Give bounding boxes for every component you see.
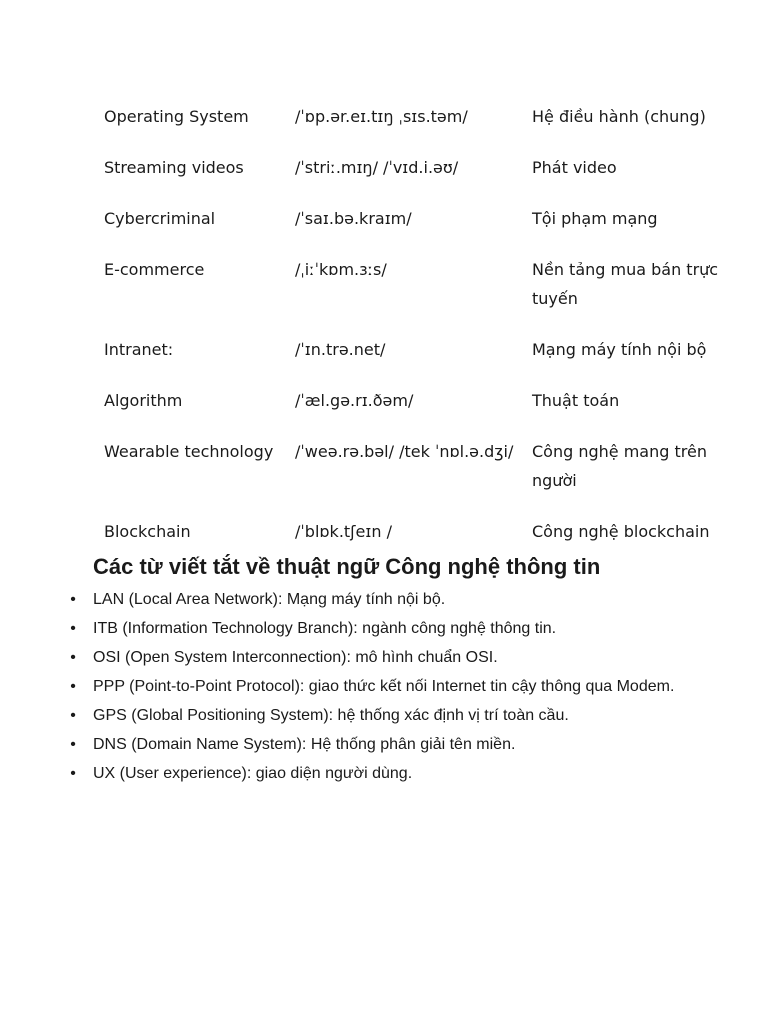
pronunciation: /ˈblɒk.tʃeɪn / bbox=[295, 522, 392, 541]
vocab-row bbox=[104, 517, 744, 546]
term: Intranet: bbox=[104, 340, 174, 359]
vocab-row bbox=[104, 153, 744, 182]
bullet-icon: • bbox=[70, 765, 76, 782]
list-item bbox=[70, 585, 693, 614]
term: Cybercriminal bbox=[104, 209, 216, 228]
abbreviation-list bbox=[70, 585, 693, 788]
term: Streaming videos bbox=[104, 158, 244, 177]
term: Wearable technology bbox=[104, 442, 274, 461]
abbreviation-text: GPS (Global Positioning System): hệ thống xác định vị trí toàn cầu. bbox=[93, 707, 569, 724]
meaning: Tội phạm mạng bbox=[532, 209, 658, 228]
abbreviation-text: UX (User experience): giao diện người dùng. bbox=[93, 765, 413, 782]
list-item bbox=[70, 759, 693, 788]
pronunciation: /ˌiːˈkɒm.ɜːs/ bbox=[295, 260, 387, 279]
term: Operating System bbox=[104, 107, 249, 126]
meaning: Hệ điều hành (chung) bbox=[532, 107, 706, 126]
abbreviation-text: LAN (Local Area Network): Mạng máy tính nội bộ. bbox=[93, 591, 446, 608]
vocab-row bbox=[104, 255, 744, 313]
abbreviation-text: PPP (Point-to-Point Protocol): giao thức kết nối Internet tin cậy thông qua Modem. bbox=[93, 678, 675, 695]
meaning: Nền tảng mua bán trực tuyến bbox=[532, 260, 719, 308]
list-item bbox=[70, 730, 693, 759]
list-item bbox=[70, 701, 693, 730]
list-item bbox=[70, 643, 693, 672]
pronunciation: /ˈstriː.mɪŋ/ /ˈvɪd.i.əʊ/ bbox=[295, 158, 459, 177]
pronunciation: /ˈæl.gə.rɪ.ðəm/ bbox=[295, 391, 414, 410]
bullet-icon: • bbox=[70, 591, 76, 608]
abbreviation-text: ITB (Information Technology Branch): ngành công nghệ thông tin. bbox=[93, 620, 557, 637]
bullet-icon: • bbox=[70, 736, 76, 753]
term: Blockchain bbox=[104, 522, 191, 541]
pronunciation: /ˈweə.rə.bəl/ /tek ˈnɒl.ə.dʒi/ bbox=[295, 442, 514, 461]
meaning: Công nghệ blockchain bbox=[532, 522, 710, 541]
bullet-icon: • bbox=[70, 707, 76, 724]
section-heading: Các từ viết tắt về thuật ngữ Công nghệ thông tin bbox=[93, 554, 601, 579]
meaning: Phát video bbox=[532, 158, 617, 177]
meaning: Mạng máy tính nội bộ bbox=[532, 340, 707, 359]
list-item bbox=[70, 614, 693, 643]
vocab-row bbox=[104, 437, 744, 495]
vocab-row bbox=[104, 204, 744, 233]
vocab-row bbox=[104, 386, 744, 415]
list-item bbox=[70, 672, 693, 701]
pronunciation: /ˈsaɪ.bə.kraɪm/ bbox=[295, 209, 412, 228]
vocab-row bbox=[104, 335, 744, 364]
term: E-commerce bbox=[104, 260, 205, 279]
bullet-icon: • bbox=[70, 678, 76, 695]
term: Algorithm bbox=[104, 391, 183, 410]
vocabulary-table bbox=[104, 102, 744, 546]
pronunciation: /ˈɒp.ər.eɪ.tɪŋ ˌsɪs.təm/ bbox=[295, 107, 468, 126]
bullet-icon: • bbox=[70, 649, 76, 666]
meaning: Thuật toán bbox=[532, 391, 620, 410]
meaning: Công nghệ mang trên người bbox=[532, 442, 707, 490]
vocab-row bbox=[104, 102, 744, 131]
bullet-icon: • bbox=[70, 620, 76, 637]
abbreviation-text: DNS (Domain Name System): Hệ thống phân giải tên miền. bbox=[93, 736, 516, 753]
abbreviation-text: OSI (Open System Interconnection): mô hình chuẩn OSI. bbox=[93, 649, 498, 666]
pronunciation: /ˈɪn.trə.net/ bbox=[295, 340, 386, 359]
